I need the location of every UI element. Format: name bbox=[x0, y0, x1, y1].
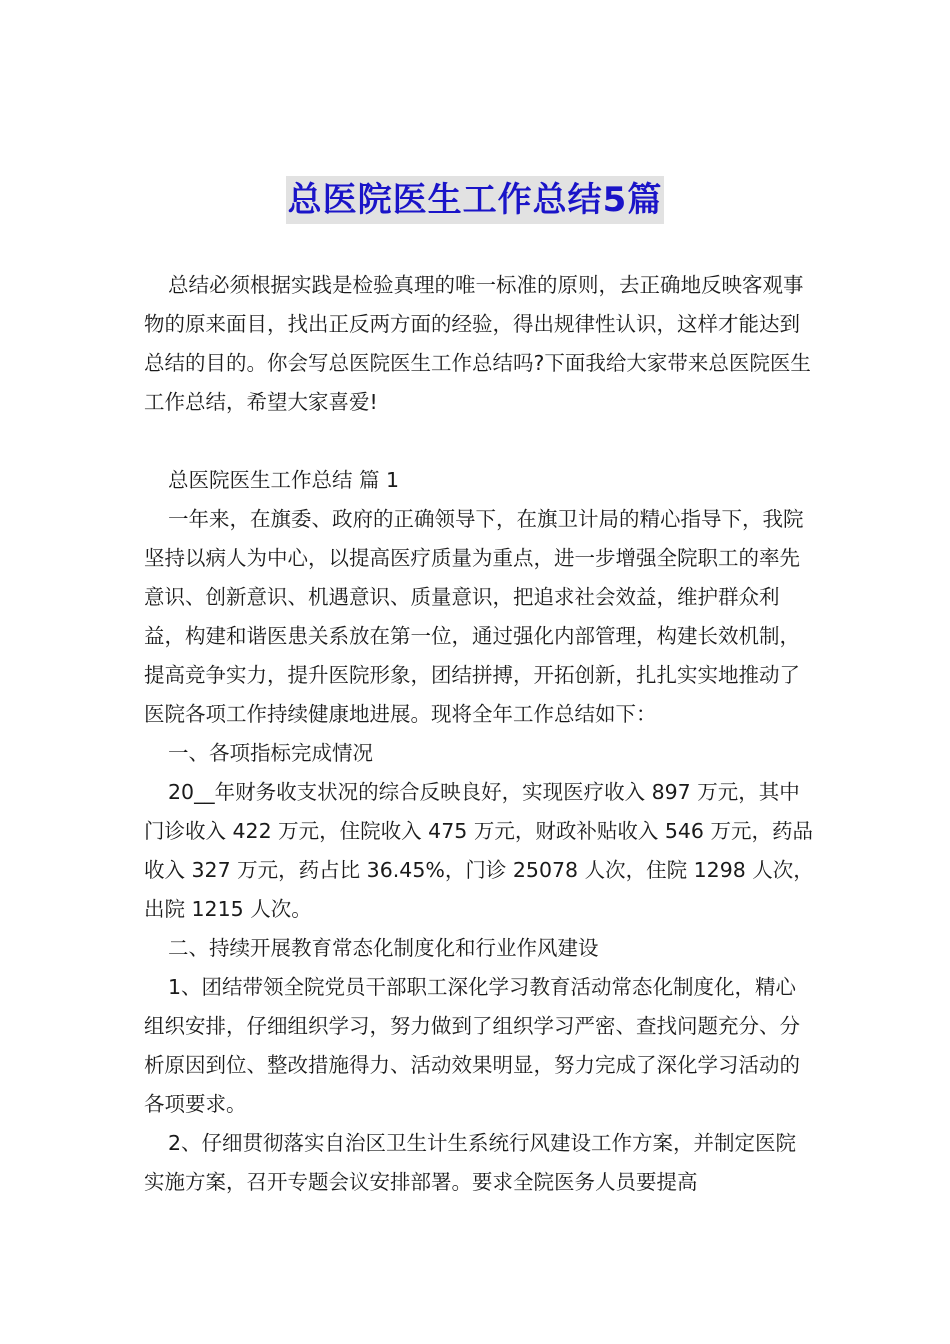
document-title: 总医院医生工作总结5篇 bbox=[286, 176, 665, 224]
finance-paragraph: 20__年财务收支状况的综合反映良好，实现医疗收入 897 万元，其中门诊收入 422 万元，住院收入 475 万元，财政补贴收入 546 万元，药品收入 327 万元，药占比 36.45%，门诊 25078 人次，住院 1298 人次，出院 1215 人次。 bbox=[144, 780, 814, 921]
title-container bbox=[0, 176, 950, 224]
subheading-indicators: 一、各项指标完成情况 bbox=[168, 741, 373, 765]
section-paragraph: 一年来，在旗委、政府的正确领导下，在旗卫计局的精心指导下，我院坚持以病人为中心，以提高医疗质量为重点，进一步增强全院职工的率先意识、创新意识、机遇意识、质量意识，把追求社会效益，维护群众利益，构建和谐医患关系放在第一位，通过强化内部管理，构建长效机制，提高竞争实力，提升医院形象，团结拼搏，开拓创新，扎扎实实地推动了医院各项工作持续健康地进展。现将全年工作总结如下： bbox=[144, 507, 804, 726]
subheading-education: 二、持续开展教育常态化制度化和行业作风建设 bbox=[168, 936, 599, 960]
intro-paragraph: 总结必须根据实践是检验真理的唯一标准的原则，去正确地反映客观事物的原来面目，找出正反两方面的经验，得出规律性认识，这样才能达到总结的目的。你会写总医院医生工作总结吗?下面我给大家带来总医院医生工作总结，希望大家喜爱! bbox=[144, 273, 811, 414]
paragraph-spacer bbox=[144, 422, 814, 461]
document-body bbox=[144, 266, 814, 1202]
list-item: 1、团结带领全院党员干部职工深化学习教育活动常态化制度化，精心组织安排，仔细组织学习，努力做到了组织学习严密、查找问题充分、分析原因到位、整改措施得力、活动效果明显，努力完成了深化学习活动的各项要求。 bbox=[144, 975, 800, 1116]
section-title: 总医院医生工作总结 篇 1 bbox=[168, 468, 400, 492]
list-item: 2、仔细贯彻落实自治区卫生计生系统行风建设工作方案，并制定医院实施方案，召开专题会议安排部署。要求全院医务人员要提高 bbox=[144, 1131, 797, 1194]
